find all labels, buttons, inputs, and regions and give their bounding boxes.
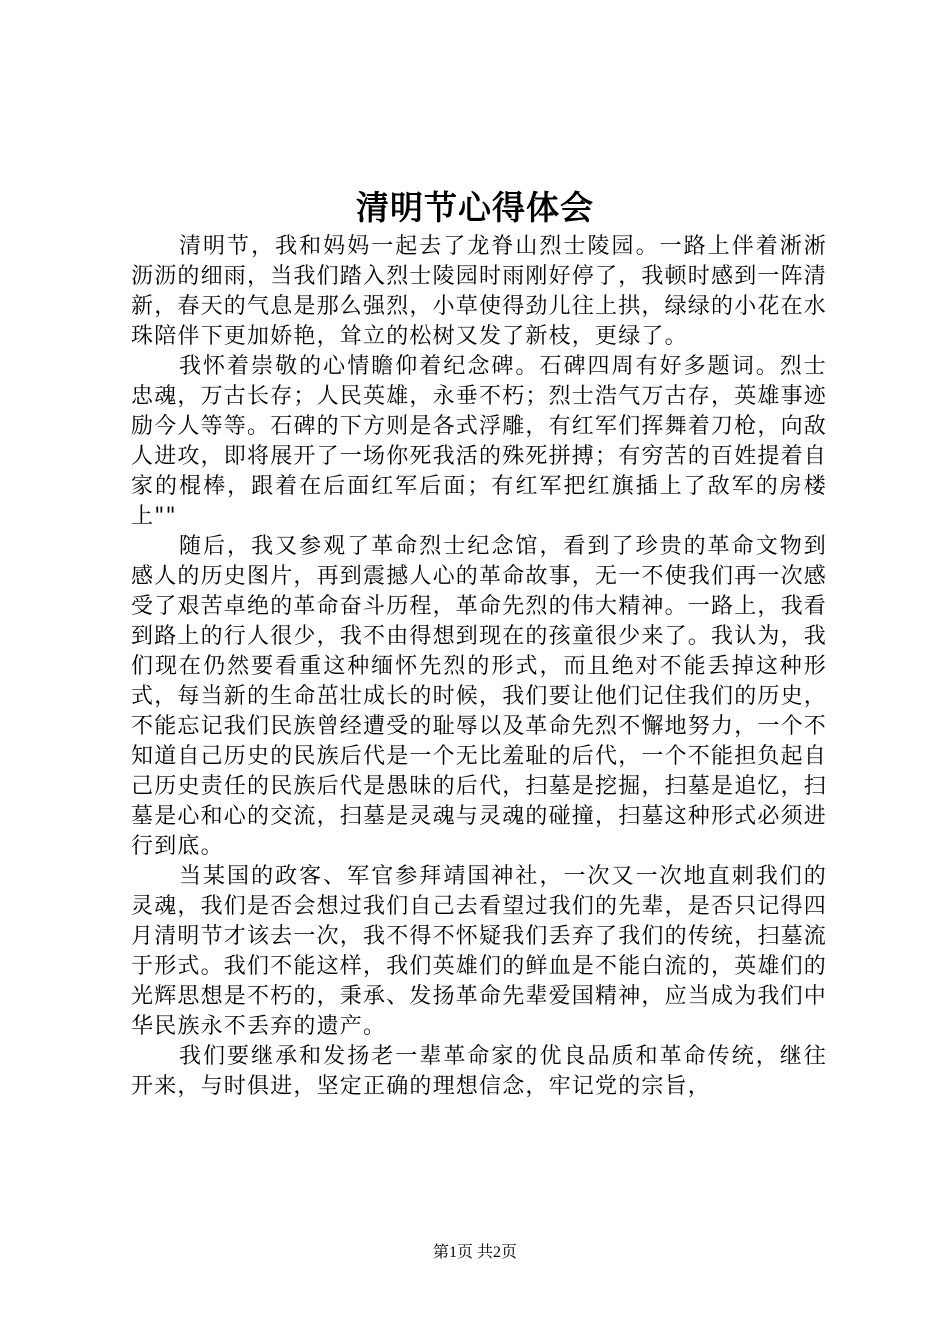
- paragraph-5: 我们要继承和发扬老一辈革命家的优良品质和革命传统，继往开来，与时俱进，坚定正确的理想信念，牢记党的宗旨，: [131, 1044, 827, 1099]
- paragraph-4: 当某国的政客、军官参拜靖国神社，一次又一次地直刺我们的灵魂，我们是否会想过我们自己去看望过我们的先辈，是否只记得四月清明节才该去一次，我不得不怀疑我们丢弃了我们的传统，扫墓流于形式。我们不能这样，我们英雄们的鲜血是不能白流的，英雄们的光辉思想是不朽的，秉承、发扬革命先辈爱国精神，应当成为我们中华民族永不丢弃的遗产。: [131, 864, 828, 1039]
- document-title: 清明节心得体会: [356, 188, 594, 227]
- page-number-footer: 第1页 共2页: [432, 1244, 517, 1261]
- document-body: [131, 232, 827, 1102]
- paragraph-3: 随后，我又参观了革命烈士纪念馆，看到了珍贵的革命文物到感人的历史图片，再到震撼人心的革命故事，无一不使我们再一次感受了艰苦卓绝的革命奋斗历程，革命先烈的伟大精神。一路上，我看到路上的行人很少，我不由得想到现在的孩童很少来了。我认为，我们现在仍然要看重这种缅怀先烈的形式，而且绝对不能丢掉这种形式，每当新的生命茁壮成长的时候，我们要让他们记住我们的历史，不能忘记我们民族曾经遭受的耻辱以及革命先烈不懈地努力，一个不知道自己历史的民族后代是一个无比羞耻的后代，一个不能担负起自己历史责任的民族后代是愚昧的后代，扫墓是挖掘，扫墓是追忆，扫墓是心和心的交流，扫墓是灵魂与灵魂的碰撞，扫墓这种形式必须进行到底。: [131, 534, 828, 859]
- paragraph-1: 清明节，我和妈妈一起去了龙脊山烈士陵园。一路上伴着淅淅沥沥的细雨，当我们踏入烈士陵园时雨刚好停了，我顿时感到一阵清新，春天的气息是那么强烈，小草使得劲儿往上拱，绿绿的小花在水珠陪伴下更加娇艳，耸立的松树又发了新枝，更绿了。: [131, 234, 828, 349]
- paragraph-2: 我怀着崇敬的心情瞻仰着纪念碑。石碑四周有好多题词。烈士忠魂，万古长存；人民英雄，永垂不朽；烈士浩气万古存，英雄事迹励今人等等。石碑的下方则是各式浮雕，有红军们挥舞着刀枪，向敌人进攻，即将展开了一场你死我活的殊死拼搏；有穷苦的百姓提着自家的棍棒，跟着在后面红军后面；有红军把红旗插上了敌军的房楼上"": [131, 354, 828, 529]
